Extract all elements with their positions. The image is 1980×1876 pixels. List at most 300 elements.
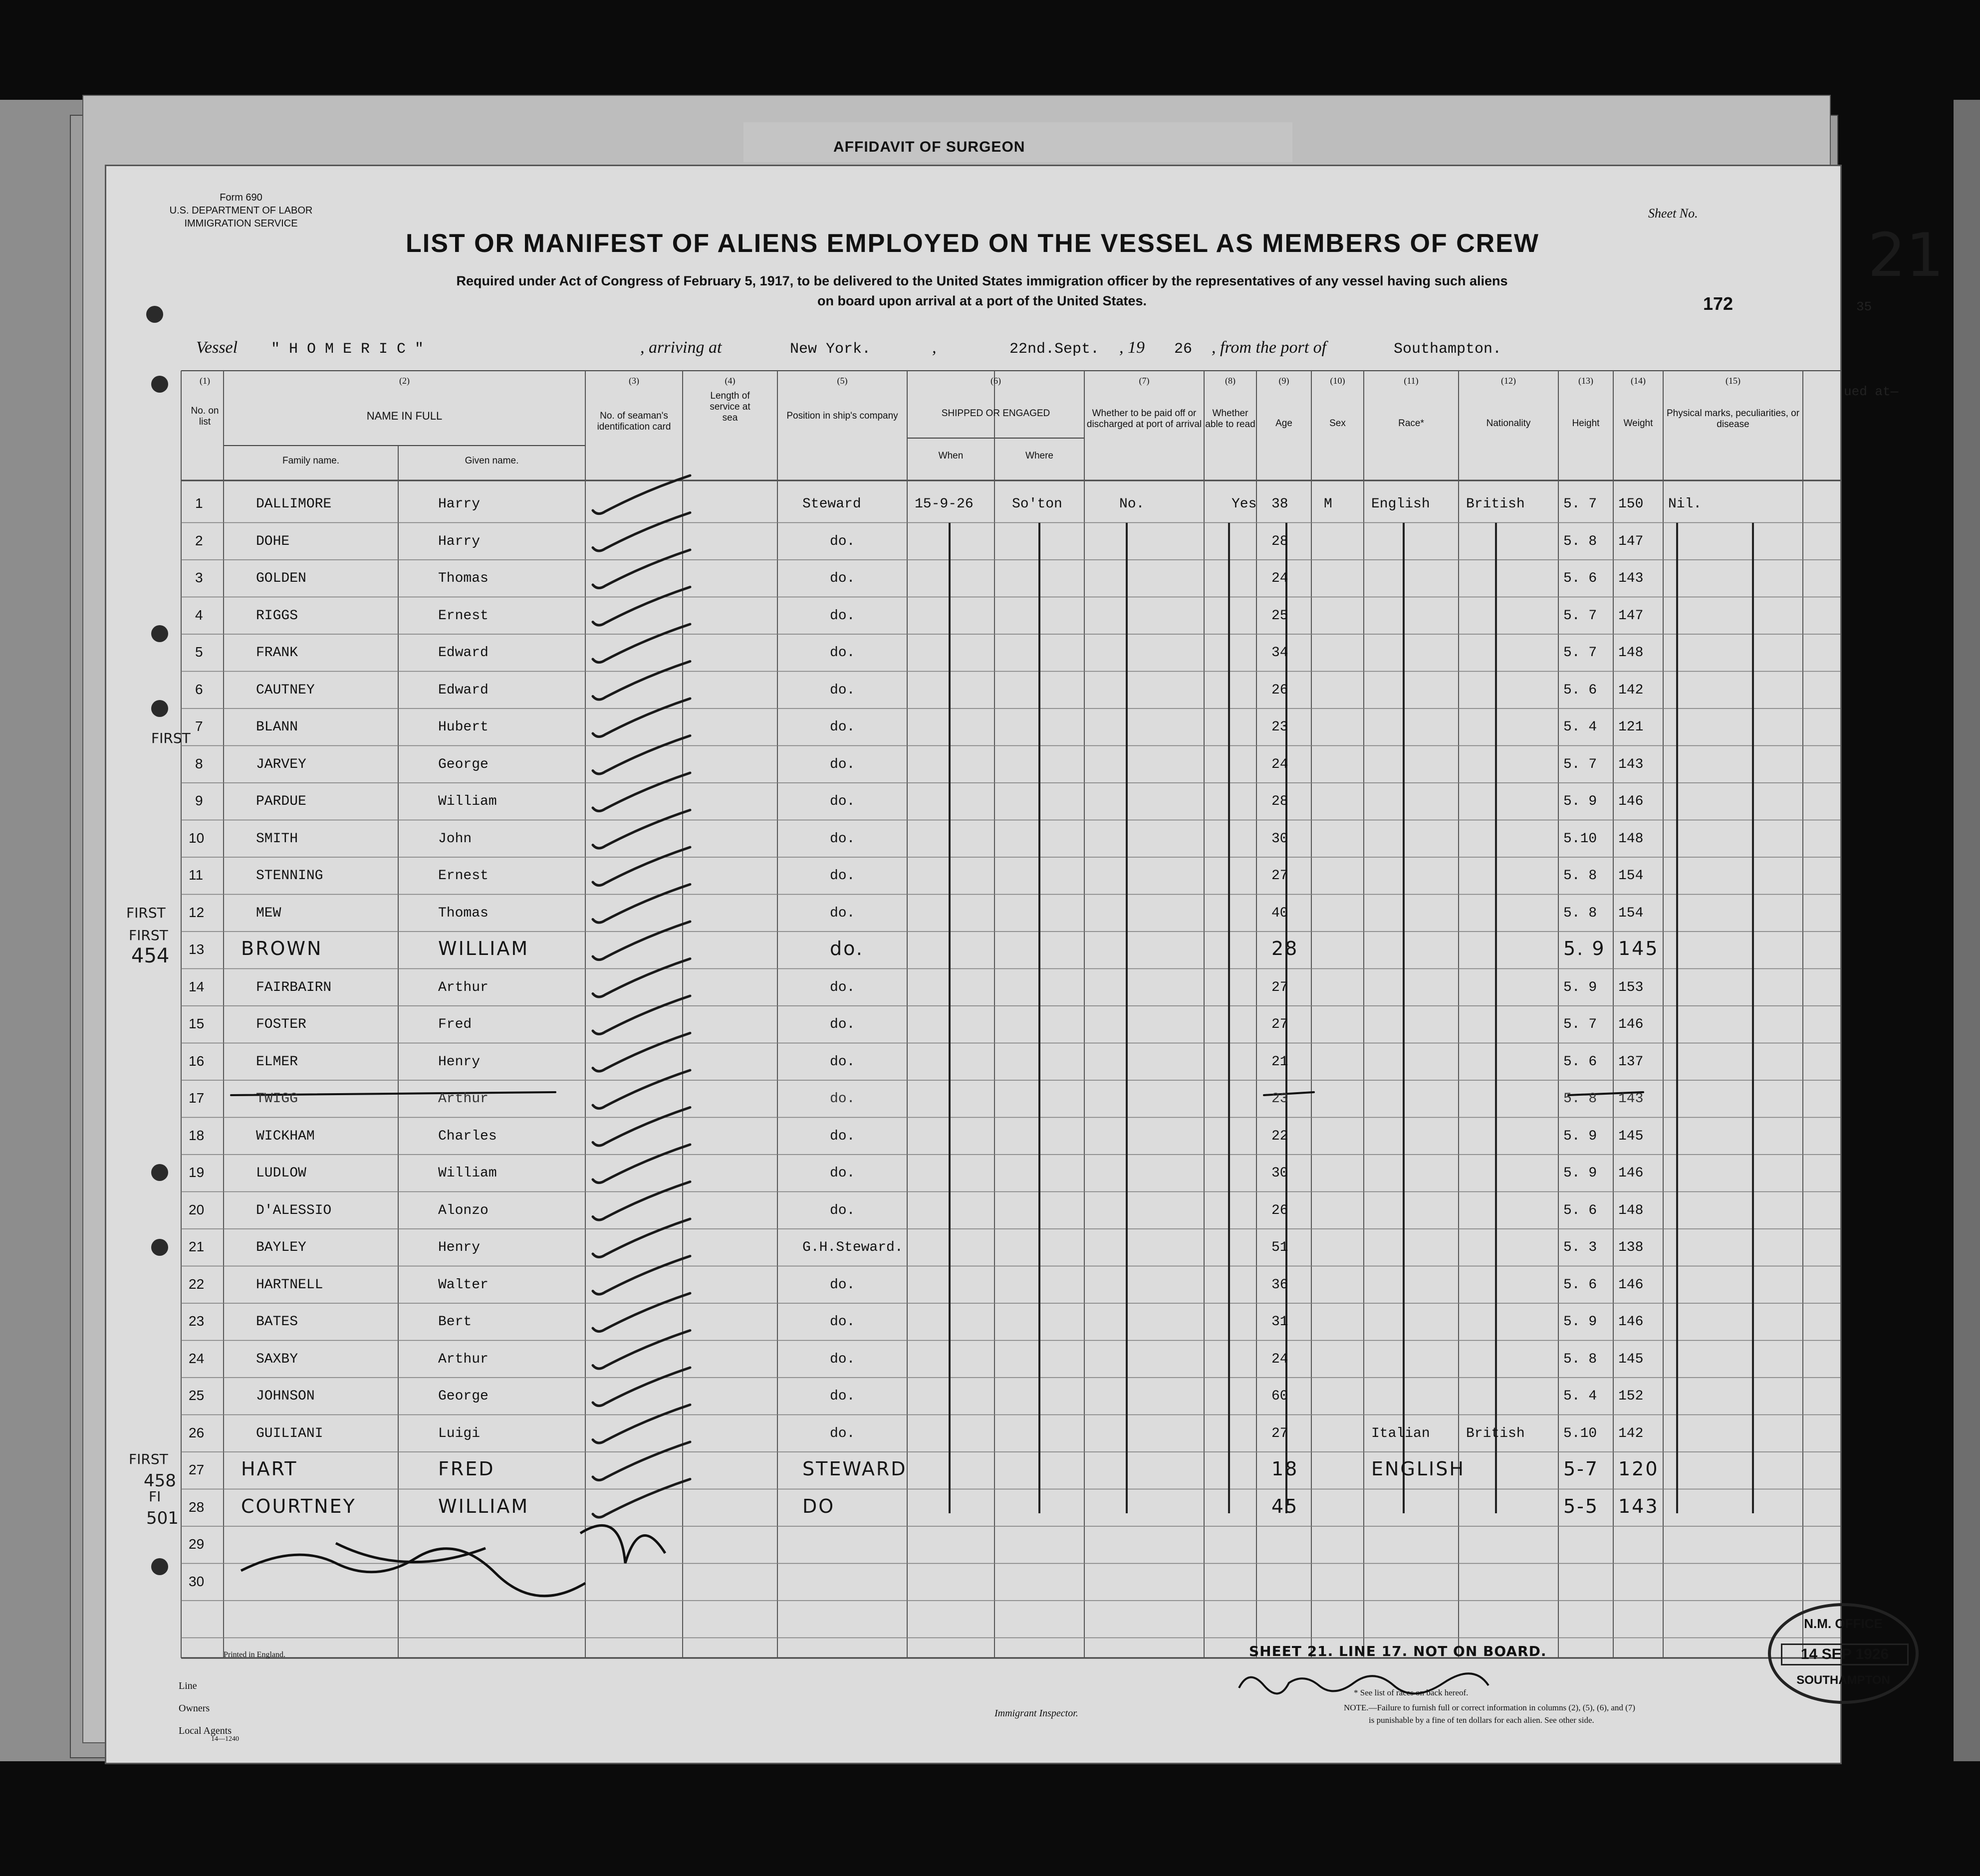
check-mark — [593, 1219, 690, 1257]
col-num-10: (10) — [1330, 376, 1345, 386]
weight-cell: 146 — [1618, 1314, 1644, 1330]
age-cell: 25 — [1271, 608, 1288, 624]
nationality-cell: British — [1466, 496, 1525, 512]
age-cell: 30 — [1271, 831, 1288, 847]
row-number: 15 — [189, 1016, 205, 1031]
row-number: 13 — [189, 941, 205, 957]
family-name-cell: ELMER — [256, 1054, 298, 1070]
height-cell: 5. 6 — [1563, 682, 1597, 698]
position-cell: do. — [830, 1017, 855, 1032]
paid-cell: No. — [1119, 496, 1145, 512]
page-number: 172 — [1703, 293, 1733, 314]
given-name-cell: Arthur — [438, 979, 489, 995]
race-cell: English — [1371, 496, 1430, 512]
given-name-cell: William — [438, 794, 497, 809]
family-name-cell: PARDUE — [256, 794, 306, 809]
col-sex: Sex — [1329, 418, 1346, 429]
family-name-cell: STENNING — [256, 868, 323, 884]
weight-cell: 147 — [1618, 533, 1644, 549]
family-name-cell: BATES — [256, 1314, 298, 1330]
height-cell: 5. 7 — [1563, 496, 1597, 512]
age-cell: 28 — [1271, 794, 1288, 809]
given-name-cell: Harry — [438, 496, 481, 512]
position-cell: do. — [830, 979, 855, 995]
check-mark — [593, 1479, 690, 1518]
weight-cell: 152 — [1618, 1389, 1644, 1404]
family-name-cell: WICKHAM — [256, 1128, 315, 1144]
row-number: 6 — [195, 681, 203, 697]
weight-cell: 146 — [1618, 1017, 1644, 1032]
row-number: 11 — [189, 867, 204, 883]
margin-note-first: FIRST — [129, 927, 168, 943]
height-cell: 5. 8 — [1563, 1351, 1597, 1367]
footer-agent-code: 14—1240 — [211, 1735, 239, 1743]
given-name-cell: Fred — [438, 1017, 472, 1032]
weight-cell: 148 — [1618, 831, 1644, 847]
position-cell: do. — [830, 608, 855, 624]
footer-note-2: is punishable by a fine of ten dollars for each alien. See other side. — [1369, 1715, 1594, 1725]
vessel-name: " H O M E R I C " — [271, 341, 424, 358]
arrival-port: New York. — [790, 341, 871, 358]
family-name-cell: BROWN — [241, 938, 323, 959]
stamp-top: N.M. OFFICE — [1804, 1616, 1883, 1631]
age-cell: 26 — [1271, 682, 1288, 698]
col-physical-marks: Physical marks, peculiarities, or disease — [1666, 408, 1800, 430]
row-number: 30 — [189, 1573, 205, 1589]
affidavit-label: AFFIDAVIT OF SURGEON — [833, 139, 1025, 155]
height-cell: 5. 4 — [1563, 1389, 1597, 1404]
age-cell: 28 — [1271, 938, 1299, 959]
weight-cell: 148 — [1618, 1202, 1644, 1218]
height-cell: 5-7 — [1563, 1458, 1599, 1480]
weight-cell: 145 — [1618, 1351, 1644, 1367]
age-cell: 27 — [1271, 979, 1288, 995]
given-name-cell: Edward — [438, 682, 489, 698]
margin-note-first: FIRST — [126, 905, 166, 921]
given-name-cell: Alonzo — [438, 1202, 489, 1218]
margin-note-first: FIRST — [151, 730, 191, 746]
row-number: 28 — [189, 1499, 205, 1515]
departure-port: Southampton. — [1394, 341, 1502, 358]
col-when: When — [938, 451, 964, 461]
col-num-5: (5) — [837, 376, 848, 386]
year: 26 — [1174, 341, 1193, 358]
weight-cell: 143 — [1618, 1495, 1659, 1517]
height-cell: 5. 9 — [1563, 794, 1597, 809]
position-cell: do. — [830, 1314, 855, 1330]
printed-in: Printed in England. — [224, 1650, 285, 1659]
col-age: Age — [1275, 418, 1292, 429]
footer-local-agents: Local Agents — [179, 1725, 232, 1736]
check-mark — [593, 1442, 690, 1480]
check-mark — [593, 996, 690, 1034]
weight-cell: 138 — [1618, 1240, 1644, 1255]
footer-line: Line — [179, 1680, 197, 1691]
col-weight: Weight — [1623, 418, 1653, 429]
given-name-cell: Edward — [438, 645, 489, 661]
col-name-in-full: NAME IN FULL — [366, 410, 443, 422]
check-mark — [593, 1182, 690, 1220]
position-cell: do. — [830, 831, 855, 847]
family-name-cell: SMITH — [256, 831, 298, 847]
footer-owners: Owners — [179, 1703, 210, 1714]
vessel-label: Vessel — [196, 338, 238, 357]
position-cell: do. — [830, 1277, 855, 1293]
check-mark — [593, 1293, 690, 1332]
check-mark — [593, 1108, 690, 1146]
inspector-scribble — [580, 1525, 665, 1563]
family-name-cell: GOLDEN — [256, 571, 306, 586]
height-cell: 5. 3 — [1563, 1240, 1597, 1255]
col-race: Race* — [1398, 418, 1424, 429]
check-mark — [593, 1368, 690, 1406]
margin-note-number: 458 — [144, 1471, 176, 1491]
check-mark — [593, 624, 690, 663]
row-number: 1 — [195, 495, 203, 511]
year-label: , 19 — [1119, 338, 1145, 357]
weight-cell: 145 — [1618, 938, 1659, 959]
subtitle-line-1: Required under Act of Congress of February 5, 1917, to be delivered to the United States immigration officer by the representatives of any vessel having such aliens — [456, 273, 1508, 288]
family-name-cell: HART — [241, 1458, 298, 1480]
position-cell: do. — [830, 533, 855, 549]
col-num-12: (12) — [1501, 376, 1516, 386]
given-name-cell: Thomas — [438, 571, 489, 586]
arrival-date: 22nd.Sept. — [1009, 341, 1100, 358]
family-name-cell: HARTNELL — [256, 1277, 323, 1293]
row-number: 22 — [189, 1276, 205, 1292]
stamp-bottom: SOUTHAMPTON — [1796, 1673, 1890, 1687]
age-cell: 27 — [1271, 868, 1288, 884]
col-num-4: (4) — [725, 376, 736, 386]
given-name-cell: Walter — [438, 1277, 489, 1293]
row-number: 27 — [189, 1462, 205, 1477]
age-cell: 31 — [1271, 1314, 1288, 1330]
family-name-cell: BAYLEY — [256, 1240, 306, 1255]
height-cell: 5-5 — [1563, 1495, 1599, 1517]
weight-cell: 143 — [1618, 1091, 1644, 1107]
col-num-1: (1) — [200, 376, 210, 386]
check-mark — [593, 699, 690, 737]
given-name-cell: George — [438, 756, 489, 772]
row-number: 10 — [189, 830, 205, 846]
age-cell: 22 — [1271, 1128, 1288, 1144]
margin-note-fi: FI — [149, 1488, 161, 1505]
height-cell: 5. 6 — [1563, 1277, 1597, 1293]
edge-number: 35 — [1856, 299, 1872, 314]
age-cell: 38 — [1271, 496, 1288, 512]
age-cell: 27 — [1271, 1017, 1288, 1032]
family-name-cell: BLANN — [256, 719, 298, 735]
row-number: 21 — [189, 1239, 205, 1254]
weight-cell: 143 — [1618, 756, 1644, 772]
given-name-cell: Arthur — [438, 1351, 489, 1367]
col-position: Position in ship's company — [786, 411, 898, 421]
given-name-cell: Henry — [438, 1054, 481, 1070]
position-cell: do. — [830, 905, 855, 921]
age-cell: 24 — [1271, 571, 1288, 586]
position-cell: do. — [830, 1054, 855, 1070]
from-port-label: , from the port of — [1212, 338, 1327, 357]
family-name-cell: FOSTER — [256, 1017, 306, 1032]
height-cell: 5. 7 — [1563, 608, 1597, 624]
page-title: LIST OR MANIFEST OF ALIENS EMPLOYED ON THE VESSEL AS MEMBERS OF CREW — [406, 229, 1539, 258]
age-cell: 36 — [1271, 1277, 1288, 1293]
height-cell: 5. 9 — [1563, 979, 1597, 995]
col-num-13: (13) — [1578, 376, 1593, 386]
height-cell: 5. 6 — [1563, 1054, 1597, 1070]
row-number: 20 — [189, 1201, 205, 1217]
age-cell: 51 — [1271, 1240, 1288, 1255]
row-number: 25 — [189, 1388, 205, 1403]
col-given-name: Given name. — [465, 456, 519, 466]
position-cell: STEWARD — [802, 1458, 907, 1480]
given-name-cell: WILLIAM — [438, 938, 529, 959]
service: IMMIGRATION SERVICE — [184, 218, 298, 229]
given-name-cell: Luigi — [438, 1425, 481, 1441]
margin-note-number: 501 — [146, 1508, 179, 1528]
sheet-number-label: Sheet No. — [1648, 206, 1698, 221]
weight-cell: 146 — [1618, 1277, 1644, 1293]
given-name-cell: Charles — [438, 1128, 497, 1144]
check-mark — [593, 773, 690, 811]
height-cell: 5. 8 — [1563, 1091, 1597, 1107]
position-cell: do. — [830, 1128, 855, 1144]
races-note: * See list of races on back hereof. — [1354, 1688, 1469, 1697]
when-cell: 15-9-26 — [915, 496, 974, 512]
family-name-cell: RIGGS — [256, 608, 298, 624]
col-num-7: (7) — [1139, 376, 1150, 386]
given-name-cell: George — [438, 1389, 489, 1404]
position-cell: do. — [830, 1166, 855, 1181]
weight-cell: 121 — [1618, 719, 1644, 735]
age-cell: 60 — [1271, 1389, 1288, 1404]
height-cell: 5.10 — [1563, 831, 1597, 847]
row-number: 12 — [189, 904, 205, 920]
weight-cell: 142 — [1618, 1425, 1644, 1441]
row-number: 23 — [189, 1313, 205, 1329]
footer-inspector: Immigrant Inspector. — [994, 1708, 1078, 1719]
check-mark — [593, 1070, 690, 1109]
check-mark — [593, 587, 690, 626]
check-mark — [593, 1331, 690, 1369]
where-cell: So'ton — [1012, 496, 1062, 512]
height-cell: 5.10 — [1563, 1425, 1597, 1441]
weight-cell: 143 — [1618, 571, 1644, 586]
check-mark — [593, 1256, 690, 1295]
row-number: 14 — [189, 978, 205, 994]
row-number: 8 — [195, 755, 203, 771]
height-cell: 5. 9 — [1563, 1314, 1597, 1330]
family-name-cell: CAUTNEY — [256, 682, 315, 698]
family-name-cell: DALLIMORE — [256, 496, 332, 512]
height-cell: 5. 7 — [1563, 645, 1597, 661]
position-cell: do. — [830, 682, 855, 698]
position-cell: DO — [802, 1495, 835, 1517]
family-name-cell: D'ALESSIO — [256, 1202, 332, 1218]
weight-cell: 142 — [1618, 682, 1644, 698]
row-number: 19 — [189, 1165, 205, 1180]
position-cell: do. — [830, 719, 855, 735]
height-cell: 5. 9 — [1563, 1166, 1597, 1181]
height-cell: 5. 9 — [1563, 1128, 1597, 1144]
department: U.S. DEPARTMENT OF LABOR — [169, 205, 313, 216]
margin-note-number: 454 — [131, 944, 170, 967]
weight-cell: 137 — [1618, 1054, 1644, 1070]
height-cell: 5. 6 — [1563, 1202, 1597, 1218]
row-number: 24 — [189, 1350, 205, 1366]
given-name-cell: John — [438, 831, 472, 847]
office-stamp — [1768, 1603, 1919, 1704]
check-mark — [593, 736, 690, 774]
family-name-cell: DOHE — [256, 533, 290, 549]
col-num-6: (6) — [990, 376, 1001, 386]
position-cell: do. — [830, 1091, 855, 1107]
family-name-cell: FAIRBAIRN — [256, 979, 332, 995]
height-cell: 5. 7 — [1563, 1017, 1597, 1032]
given-name-cell: Hubert — [438, 719, 489, 735]
age-cell: 30 — [1271, 1166, 1288, 1181]
comma: , — [932, 338, 937, 357]
row-number: 4 — [195, 607, 203, 623]
row-number: 18 — [189, 1127, 205, 1143]
age-cell: 21 — [1271, 1054, 1288, 1070]
col-paid-off: Whether to be paid off or discharged at port of arrival — [1086, 408, 1202, 430]
given-name-cell: Thomas — [438, 905, 489, 921]
height-cell: 5. 9 — [1563, 938, 1606, 959]
position-cell: do. — [830, 868, 855, 884]
col-able-read: Whether able to read — [1205, 408, 1255, 430]
position-cell: do. — [830, 1389, 855, 1404]
col-shipped-engaged: SHIPPED OR ENGAGED — [941, 408, 1050, 419]
sheet-number-handwritten: 21 — [1868, 221, 1944, 290]
form-number: Form 690 — [220, 192, 262, 203]
height-cell: 5. 8 — [1563, 868, 1597, 884]
weight-cell: 147 — [1618, 608, 1644, 624]
given-name-cell: Henry — [438, 1240, 481, 1255]
footer-note: NOTE.—Failure to furnish full or correct information in columns (2), (5), (6), and (7) — [1344, 1703, 1635, 1712]
height-cell: 5. 8 — [1563, 533, 1597, 549]
margin-note-first: FIRST — [129, 1451, 168, 1467]
family-name-cell: JARVEY — [256, 756, 306, 772]
weight-cell: 154 — [1618, 868, 1644, 884]
position-cell: do. — [830, 794, 855, 809]
position-cell: do. — [830, 756, 855, 772]
underlying-page-right — [1954, 100, 1980, 1761]
position-cell: do. — [830, 1351, 855, 1367]
age-cell: 23 — [1271, 1091, 1288, 1107]
height-cell: 5. 6 — [1563, 571, 1597, 586]
age-cell: 23 — [1271, 719, 1288, 735]
family-name-cell: GUILIANI — [256, 1425, 323, 1441]
col-height: Height — [1572, 418, 1600, 429]
height-cell: 5. 7 — [1563, 756, 1597, 772]
given-name-cell: William — [438, 1166, 497, 1181]
position-cell: do. — [830, 938, 864, 959]
col-num-9: (9) — [1278, 376, 1289, 386]
row-number: 29 — [189, 1536, 205, 1552]
position-cell: do. — [830, 571, 855, 586]
col-length-service: Length of service at sea — [710, 391, 750, 423]
given-name-cell: Ernest — [438, 608, 489, 624]
age-cell: 27 — [1271, 1425, 1288, 1441]
weight-cell: 150 — [1618, 496, 1644, 512]
col-num-15: (15) — [1726, 376, 1740, 386]
row-number: 7 — [195, 718, 203, 734]
check-mark — [593, 1405, 690, 1443]
family-name-cell: JOHNSON — [256, 1389, 315, 1404]
col-family-name: Family name. — [282, 456, 340, 466]
age-cell: 24 — [1271, 1351, 1288, 1367]
check-mark — [593, 885, 690, 923]
age-cell: 34 — [1271, 645, 1288, 661]
position-cell: do. — [830, 645, 855, 661]
col-num-2: (2) — [399, 376, 410, 386]
family-name-cell: COURTNEY — [241, 1495, 356, 1517]
given-name-cell: WILLIAM — [438, 1495, 529, 1517]
table-grid — [106, 166, 1840, 1763]
given-name-cell: Ernest — [438, 868, 489, 884]
age-cell: 45 — [1271, 1495, 1299, 1517]
height-cell: 5. 4 — [1563, 719, 1597, 735]
check-mark — [593, 847, 690, 886]
family-name-cell: LUDLOW — [256, 1166, 306, 1181]
arriving-label: , arriving at — [640, 338, 722, 357]
check-mark — [593, 922, 690, 960]
height-cell: 5. 8 — [1563, 905, 1597, 921]
handwritten-note: SHEET 21. LINE 17. NOT ON BOARD. — [1249, 1643, 1547, 1659]
row-number: 17 — [189, 1090, 205, 1106]
weight-cell: 146 — [1618, 1166, 1644, 1181]
family-name-cell: TWIGG — [256, 1091, 298, 1107]
check-mark — [593, 810, 690, 849]
given-name-cell: Arthur — [438, 1091, 489, 1107]
position-cell: G.H.Steward. — [802, 1240, 903, 1255]
check-mark — [593, 662, 690, 700]
col-no-on-list: No. on list — [191, 406, 219, 427]
given-name-cell: Harry — [438, 533, 481, 549]
given-name-cell: Bert — [438, 1314, 472, 1330]
row-number: 3 — [195, 570, 203, 585]
stamp-date: 14 SEP 1926 — [1781, 1643, 1909, 1665]
age-cell: 40 — [1271, 905, 1288, 921]
nationality-cell: British — [1466, 1425, 1525, 1441]
col-num-8: (8) — [1225, 376, 1236, 386]
col-nationality: Nationality — [1486, 418, 1531, 429]
marks-cell: Nil. — [1668, 496, 1702, 512]
col-seaman-card: No. of seaman's identification card — [597, 411, 671, 432]
family-name-cell: SAXBY — [256, 1351, 298, 1367]
row-number: 16 — [189, 1053, 205, 1069]
weight-cell: 145 — [1618, 1128, 1644, 1144]
row-number: 26 — [189, 1424, 205, 1440]
age-cell: 26 — [1271, 1202, 1288, 1218]
check-mark — [593, 513, 690, 551]
weight-cell: 148 — [1618, 645, 1644, 661]
race-cell: ENGLISH — [1371, 1458, 1465, 1480]
position-cell: Steward — [802, 496, 861, 512]
sex-cell: M — [1324, 496, 1332, 512]
row-number: 9 — [195, 793, 203, 808]
check-mark — [593, 550, 690, 588]
family-name-cell: FRANK — [256, 645, 298, 661]
subtitle-line-2: on board upon arrival at a port of the United States. — [817, 293, 1147, 308]
read-cell: Yes — [1232, 496, 1257, 512]
weight-cell: 153 — [1618, 979, 1644, 995]
check-mark — [593, 1033, 690, 1072]
given-name-cell: FRED — [438, 1458, 495, 1480]
age-cell: 24 — [1271, 756, 1288, 772]
col-num-14: (14) — [1631, 376, 1646, 386]
